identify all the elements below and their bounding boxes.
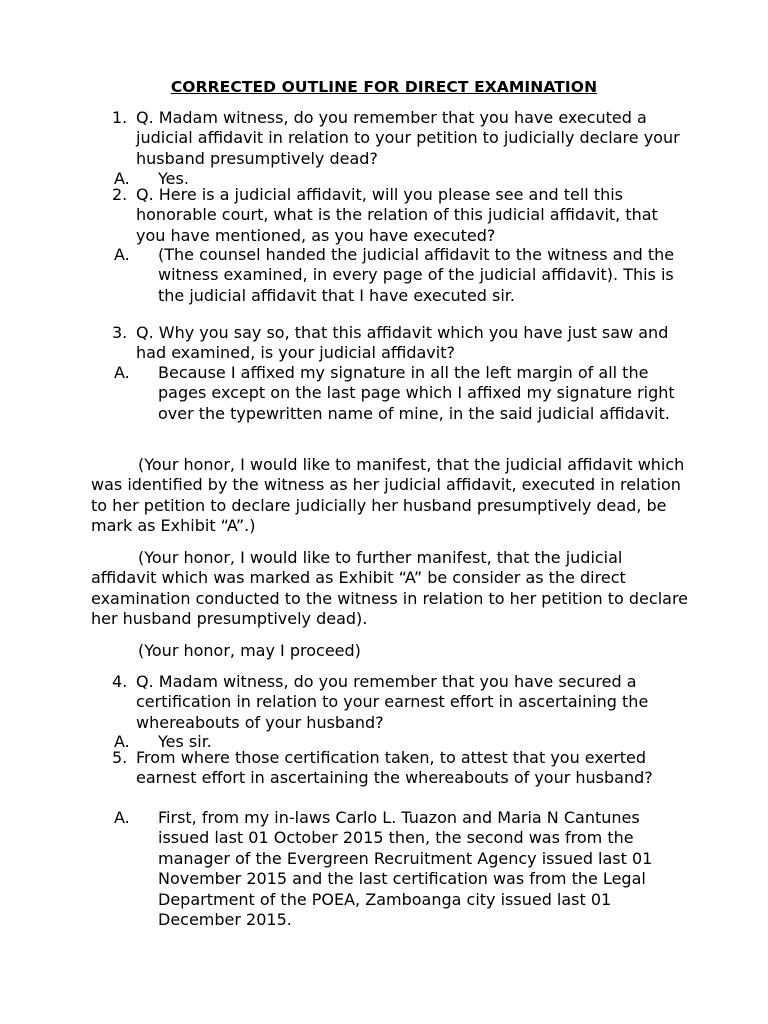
answer-label: A. <box>114 363 130 382</box>
question-text: From where those certification taken, to attest that you exerted earnest effort in ascertaining the whereabouts of your husband? <box>136 748 653 788</box>
answer-label: A. <box>114 732 130 751</box>
manifest-paragraph-2: (Your honor, I would like to further manifest, that the judicial affidavit which was marked as Exhibit “A” be consider as the direct examination conducted to the witness in relation to her petition to declare her husband presumptively dead). <box>91 548 689 629</box>
document-title: CORRECTED OUTLINE FOR DIRECT EXAMINATION <box>170 78 598 96</box>
item-number: 3. <box>112 323 128 342</box>
answer-label: A. <box>114 808 130 827</box>
question-text: Q. Madam witness, do you remember that you have executed a judicial affidavit in relation to your petition to judicially declare your husband presumptively dead? <box>136 108 680 168</box>
proceed-line: (Your honor, may I proceed) <box>138 641 361 660</box>
answer-item-3 <box>114 363 692 424</box>
answer-label: A. <box>114 169 130 188</box>
answer-text <box>114 245 692 306</box>
answer-body: Because I affixed my signature in all the left margin of all the pages except on the last page which I affixed my signature right over the typewritten name of mine, in the said judicial affidavit. <box>158 363 675 423</box>
answer-item-2 <box>114 245 692 306</box>
item-number: 2. <box>112 185 128 204</box>
item-number: 4. <box>112 672 128 691</box>
question-item-3 <box>112 323 692 364</box>
answer-text <box>114 363 692 424</box>
question-text: Q. Why you say so, that this affidavit which you have just saw and had examined, is your judicial affidavit? <box>136 323 669 363</box>
answer-label: A. <box>114 245 130 264</box>
item-number: 1. <box>112 108 128 127</box>
answer-body: First, from my in-laws Carlo L. Tuazon and Maria N Cantunes issued last 01 October 2015 then, the second was from the manager of the Evergreen Recruitment Agency issued last 01 November 2015 and the last certification was from the Legal Department of the POEA, Zamboanga city issued last 01 December 2015. <box>158 808 653 930</box>
answer-text <box>114 808 692 930</box>
question-text: Q. Here is a judicial affidavit, will you please see and tell this honorable court, what is the relation of this judicial affidavit, that you have mentioned, as you have executed? <box>136 185 658 245</box>
question-item-2 <box>112 185 692 246</box>
answer-body: Yes. <box>158 169 189 188</box>
question-item-5 <box>112 748 692 789</box>
question-item-1 <box>112 108 692 169</box>
item-number: 5. <box>112 748 128 767</box>
answer-body: Yes sir. <box>158 732 212 751</box>
manifest-paragraph-1: (Your honor, I would like to manifest, that the judicial affidavit which was identified by the witness as her judicial affidavit, executed in relation to her petition to declare judicially her husband presumptively dead, be mark as Exhibit “A”.) <box>91 455 685 536</box>
question-text: Q. Madam witness, do you remember that you have secured a certification in relation to your earnest effort in ascertaining the whereabouts of your husband? <box>136 672 649 732</box>
answer-body: (The counsel handed the judicial affidavit to the witness and the witness examined, in every page of the judicial affidavit). This is the judicial affidavit that I have executed sir. <box>158 245 675 305</box>
answer-item-5 <box>114 808 692 930</box>
question-item-4 <box>112 672 692 733</box>
